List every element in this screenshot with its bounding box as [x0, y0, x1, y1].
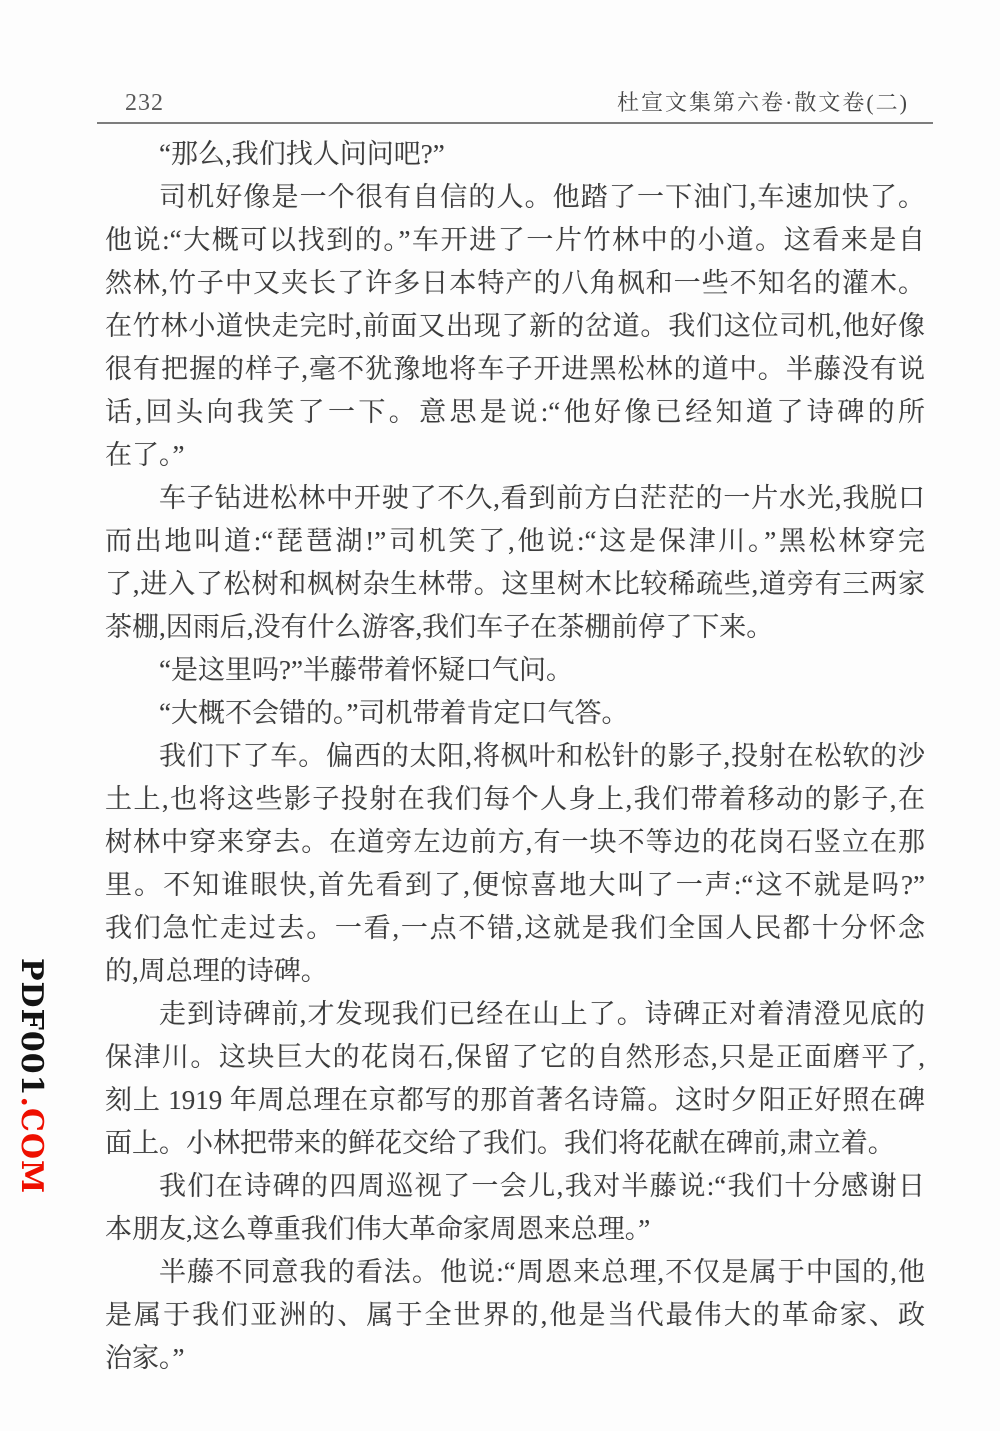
text-line: 保津川。这块巨大的花岗石,保留了它的自然形态,只是正面磨平了,	[105, 1042, 925, 1072]
text-line: 我们在诗碑的四周巡视了一会儿,我对半藤说:“我们十分感谢日	[159, 1171, 925, 1201]
text-line: 的,周总理的诗碑。	[105, 956, 328, 986]
text-line: 茶棚,因雨后,没有什么游客,我们车子在茶棚前停了下来。	[105, 612, 774, 642]
text-line: 树林中穿来穿去。在道旁左边前方,有一块不等边的花岗石竖立在那	[105, 827, 925, 857]
text-line: “那么,我们找人问问吧?”	[159, 139, 445, 169]
body-text	[105, 133, 925, 1380]
page-header	[97, 86, 933, 124]
text-line: 刻上 1919 年周总理在京都写的那首著名诗篇。这时夕阳正好照在碑	[105, 1085, 925, 1115]
text-line: 我们急忙走过去。一看,一点不错,这就是我们全国人民都十分怀念	[105, 913, 925, 943]
text-line: 我们下了车。偏西的太阳,将枫叶和松针的影子,投射在松软的沙	[159, 741, 925, 771]
text-line: 在了。”	[105, 440, 185, 470]
text-line: 半藤不同意我的看法。他说:“周恩来总理,不仅是属于中国的,他	[159, 1257, 925, 1287]
text-line: 话,回头向我笑了一下。意思是说:“他好像已经知道了诗碑的所	[105, 397, 925, 427]
text-line: 然林,竹子中又夹长了许多日本特产的八角枫和一些不知名的灌木。	[105, 268, 925, 298]
text-line: 在竹林小道快走完时,前面又出现了新的岔道。我们这位司机,他好像	[105, 311, 925, 341]
text-line: 面上。小林把带来的鲜花交给了我们。我们将花献在碑前,肃立着。	[105, 1128, 895, 1158]
running-title: 杜宣文集第六卷·散文卷(二)	[617, 90, 909, 115]
text-line: 本朋友,这么尊重我们伟大革命家周恩来总理。”	[105, 1214, 651, 1244]
text-line: 土上,也将这些影子投射在我们每个人身上,我们带着移动的影子,在	[105, 784, 925, 814]
text-line: 治家。”	[105, 1343, 185, 1373]
text-line: 走到诗碑前,才发现我们已经在山上了。诗碑正对着清澄见底的	[159, 999, 925, 1029]
text-line: 而出地叫道:“琵琶湖!”司机笑了,他说:“这是保津川。”黑松林穿完	[105, 526, 925, 556]
text-line: 里。不知谁眼快,首先看到了,便惊喜地大叫了一声:“这不就是吗?”	[105, 870, 925, 900]
text-line: 了,进入了松树和枫树杂生林带。这里树木比较稀疏些,道旁有三两家	[105, 569, 925, 599]
text-line: 是属于我们亚洲的、属于全世界的,他是当代最伟大的革命家、政	[105, 1300, 925, 1330]
page-number: 232	[125, 90, 164, 116]
text-line: “大概不会错的。”司机带着肯定口气答。	[159, 698, 629, 728]
text-line: 车子钻进松林中开驶了不久,看到前方白茫茫的一片水光,我脱口	[159, 483, 925, 513]
watermark	[14, 958, 49, 1195]
text-line: 司机好像是一个很有自信的人。他踏了一下油门,车速加快了。	[159, 182, 925, 212]
watermark-black: PDF001	[14, 958, 49, 1097]
watermark-red: .COM	[14, 1096, 49, 1195]
text-line: 他说:“大概可以找到的。”车开进了一片竹林中的小道。这看来是自	[105, 225, 925, 255]
text-line: 很有把握的样子,毫不犹豫地将车子开进黑松林的道中。半藤没有说	[105, 354, 925, 384]
text-line: “是这里吗?”半藤带着怀疑口气问。	[159, 655, 573, 685]
